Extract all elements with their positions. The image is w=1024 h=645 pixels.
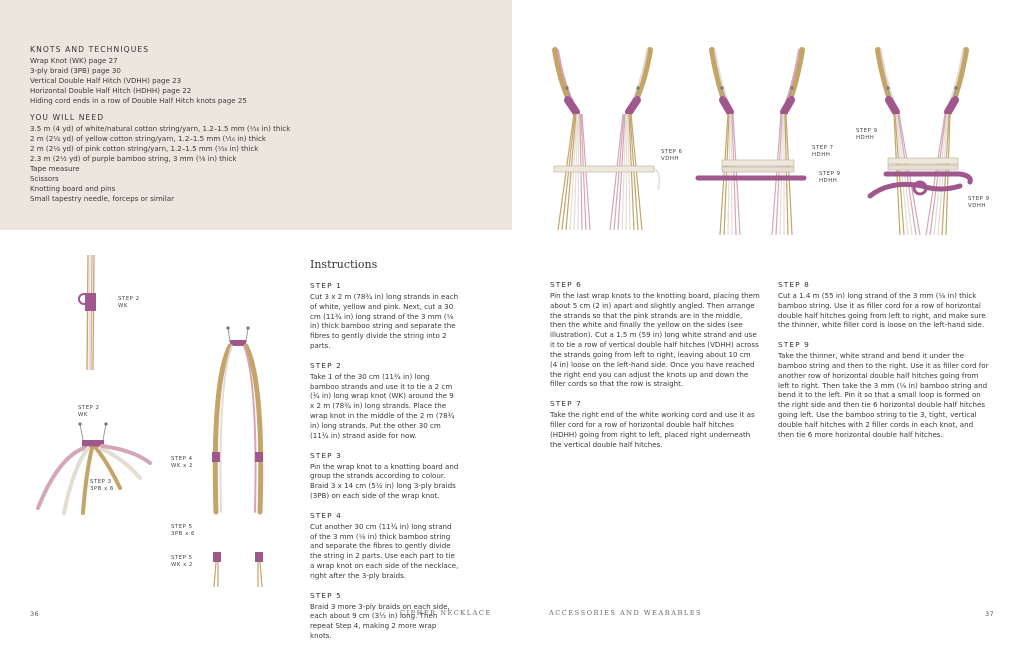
need-item: Knotting board and pins [30,183,116,193]
page-number-right: 37 [985,610,995,618]
need-item: Tape measure [30,163,80,173]
label-top-step9b: STEP 9 HDHH [856,128,878,141]
step-text: Cut 3 x 2 m (78¾ in) long strands in each of white, yellow and pink. Next, cut a 30 cm (11¾ in) long strand of the 3 mm (⅛ in) thick bamboo string and separate the fibres to gently divide the string into 2 parts. [310,291,459,351]
need-item: Small tapestry needle, forceps or similar [30,193,174,203]
step-heading: STEP 5 [310,590,342,600]
label-left-step3: STEP 3 3PB x 6 [90,479,114,492]
step-heading: STEP 8 [778,280,810,289]
step-heading: STEP 6 [550,280,582,289]
label-left-step2b: STEP 2 WK [78,405,100,418]
illustration-step9 [860,40,995,240]
instructions-title: Instructions [310,258,378,271]
step-heading: STEP 3 [310,450,342,460]
label-left-step4: STEP 4 WK x 2 [171,456,193,469]
step-heading: STEP 2 [310,360,342,370]
label-top-step6: STEP 6 VDHH [661,149,683,162]
running-head-left: CIPHER NECKLACE [400,609,492,617]
knots-heading: KNOTS AND TECHNIQUES [30,45,150,54]
step-text: Take the right end of the white working cord and use it as filler cord for a row of horizontal double half hitches (HDHH) going from right to left, placed right underneath the vertical double half hitches. [550,410,755,449]
page-number-left: 36 [30,610,40,618]
step-text: Pin the last wrap knots to the knotting board, placing them about 5 cm (2 in) apart and slightly angled. Then arrange the strands so that the pink strands are in the middle, then the white and finally the yellow on the sides (see illustration). Cut a 1.5 m (59 in) long white strand and use it to tie a row of vertical double half hitches (VDHH) across the strands going from left to right, leaving about 10 cm (4 in) loose on the left-hand side. Once you have reached the right end you can adjust the knots up and down the filler cords so that the row is straight. [550,290,760,389]
label-top-step9c: STEP 9 VDHH [968,196,990,209]
need-item: 2 m (2¹⁄₄ yd) of yellow cotton string/yarn, 1.2–1.5 mm (¹⁄₁₆ in) thick [30,134,266,144]
instructions-column-3 [778,280,990,450]
step-heading: STEP 1 [310,281,342,290]
need-item: 2 m (2¹⁄₄ yd) of pink cotton string/yarn, 1.2–1.5 mm (¹⁄₁₆ in) thick [30,144,259,154]
label-left-step5b: STEP 5 WK x 2 [171,555,193,568]
spacer [30,105,500,113]
need-item: 2.3 m (2¹⁄₂ yd) of purple bamboo string, 3 mm (¹⁄₈ in) thick [30,154,237,164]
need-item: 3.5 m (4 yd) of white/natural cotton string/yarn, 1.2–1.5 mm (¹⁄₁₆ in) thick [30,124,291,134]
knot-item: Hiding cord ends in a row of Double Half Hitch knots page 25 [30,95,247,105]
instructions-column-1 [310,281,460,645]
illustration-long-braids [198,322,278,592]
illustration-step7-9 [692,40,822,240]
label-top-step9a: STEP 9 HDHH [819,171,841,184]
knot-item: Wrap Knot (WK) page 27 [30,55,118,65]
illustration-wrap-knot [70,255,110,375]
label-left-step5a: STEP 5 3PB x 6 [171,524,195,537]
knot-item: Vertical Double Half Hitch (VDHH) page 23 [30,75,182,85]
instructions-column-2 [550,280,760,460]
step-text: Take the thinner, white strand and bend it under the bamboo string and then to the right. Use it as filler cord for another row of horizontal double half hitches going from left to right. Then take the 3 mm (⅛ in) bamboo string and bend it to the left. Pin it so that a small loop is formed on the right side and then tie 6 horizontal double half hitches going left. Use the bamboo string to tie 3, tight, vertical double half hitches with 2 filler cords in each knot, and then tie 6 more horizontal double half hitches. [778,351,989,439]
need-item: Scissors [30,173,59,183]
step-heading: STEP 4 [310,510,342,520]
step-heading: STEP 9 [778,340,810,350]
need-heading: YOU WILL NEED [30,113,105,123]
running-head-right: ACCESSORIES AND WEARABLES [549,609,703,617]
materials-list [30,45,500,204]
step-heading: STEP 7 [550,399,582,409]
step-text: Cut a 1.4 m (55 in) long strand of the 3 mm (⅛ in) thick bamboo string. Use it as filler cord for a row of horizontal double half hitches going from left to right, and make sure the thinner, white filler cord is loose on the left-hand side. [778,290,986,330]
step-text: Pin the wrap knot to a knotting board and group the strands according to colour. Braid 3 x 14 cm (5½ in) long 3-ply braids (3PB) on each side of the wrap knot. [310,461,459,501]
label-left-step2a: STEP 2 WK [118,296,140,309]
label-top-step7: STEP 7 HDHH [812,145,834,158]
step-text: Braid 3 more 3-ply braids on each side, each about 9 cm (3½ in) long. Then repeat Step 4, making 2 more wrap knots. [310,601,450,641]
step-text: Take 1 of the 30 cm (11¾ in) long bamboo strands and use it to tie a 2 cm (¾ in) long wrap knot (WK) around the 9 x 2 m (78¾ in) long strands. Place the wrap knot in the middle of the 2 m (78¾ in) long strands. Put the other 30 cm (11¾ in) strand aside for now. [310,371,455,440]
illustration-braids-start [28,418,158,518]
step-text: Cut another 30 cm (11¾ in) long strand of the 3 mm (⅛ in) thick bamboo string and separate the fibres to gently divide the string in 2 parts. Use each part to tie a wrap knot on each side of the necklace, right after the 3-ply braids. [310,521,459,580]
illustration-step6 [540,40,670,240]
knot-item: Horizontal Double Half Hitch (HDHH) page 22 [30,85,192,95]
materials-panel [0,0,512,230]
knot-item: 3-ply braid (3PB) page 30 [30,65,121,75]
